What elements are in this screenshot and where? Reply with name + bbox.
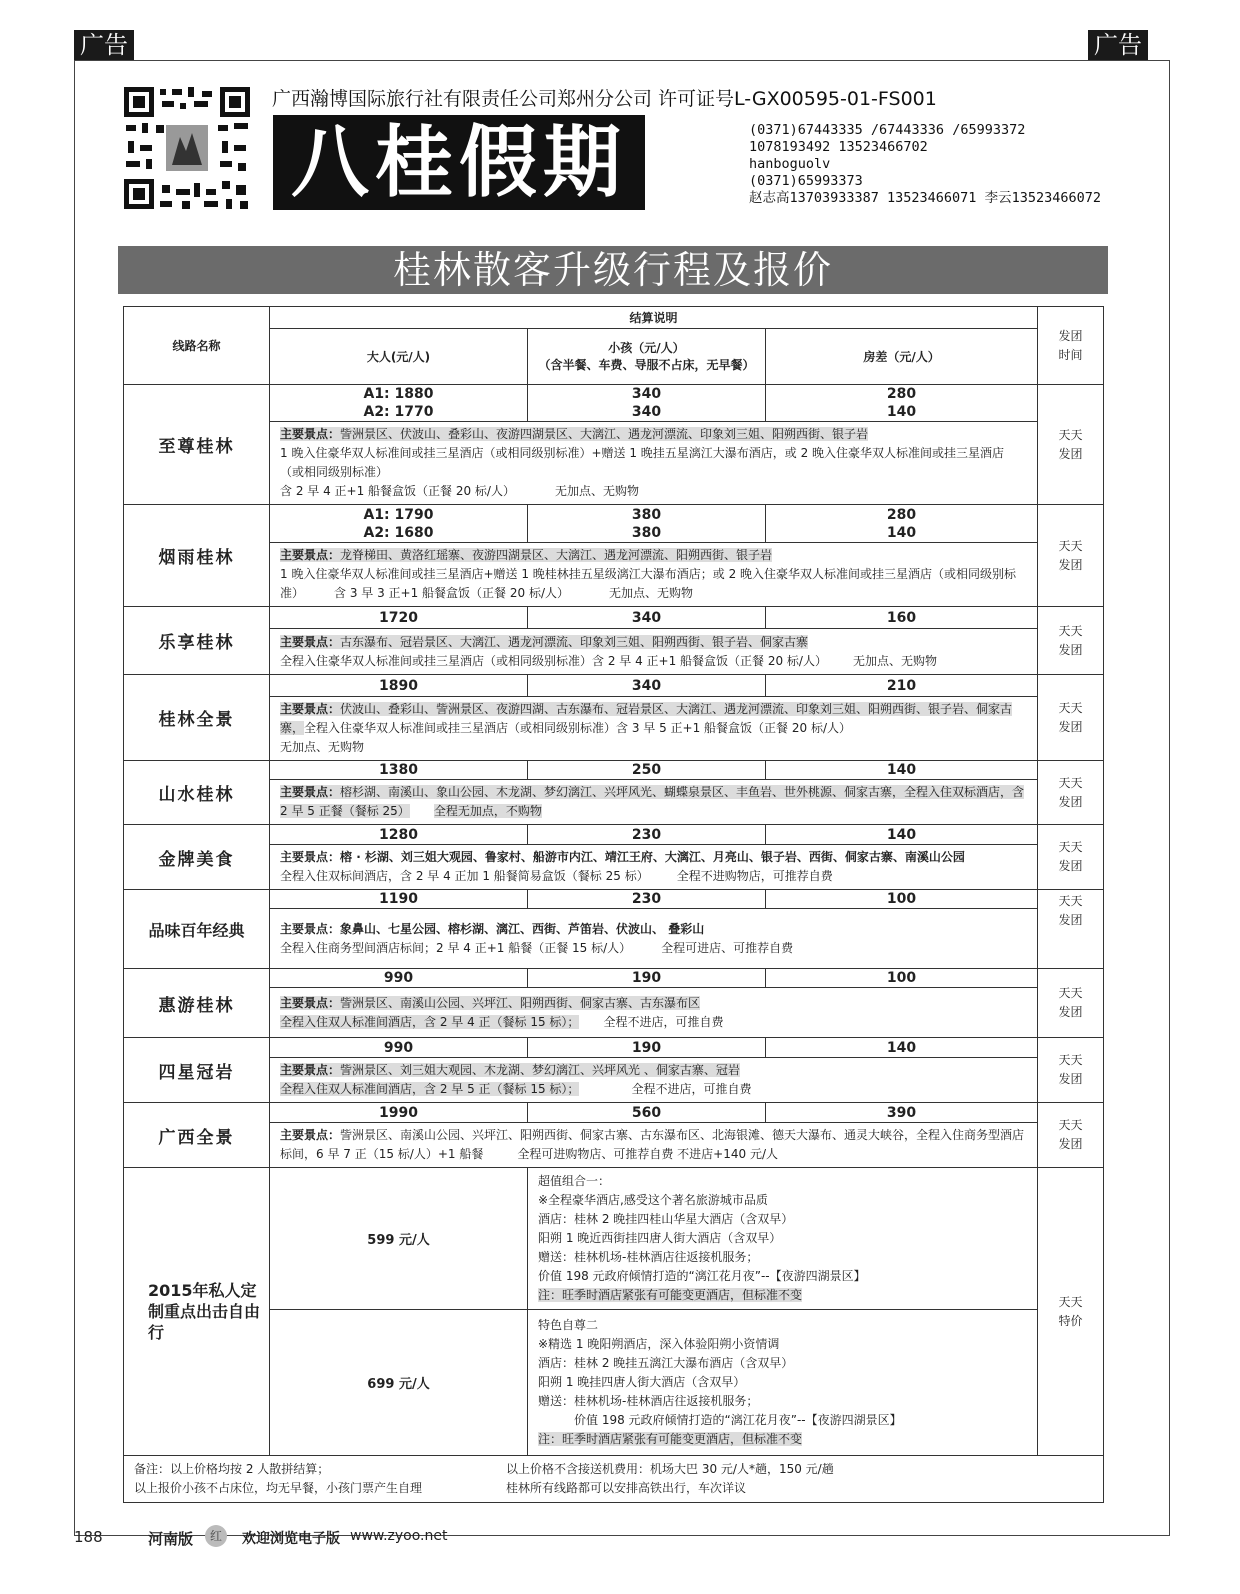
extra-text: 全程不进店，可推自费 <box>603 1014 724 1029</box>
spots-text: 古东瀑布、冠岩景区、大漓江、遇龙河漂流、印象刘三姐、阳朔西街、银子岩、侗家古寨 <box>340 634 809 649</box>
route-description <box>270 629 1038 675</box>
spots-line <box>280 850 965 864</box>
depart-line1: 天天 <box>1058 623 1083 638</box>
spots-label: 主要景点： <box>280 427 341 441</box>
package-line: 酒店：桂林 2 晚挂四桂山华星大酒店（含双早） <box>538 1212 794 1226</box>
depart-header-line1: 发团 <box>1058 328 1083 343</box>
price-line: A1: 1880 <box>363 386 434 402</box>
adult-price <box>270 505 528 543</box>
route-name: 四星冠岩 <box>124 1038 270 1103</box>
meals-text: 全程入住双人标准间酒店，含 2 早 4 正（餐标 15 标）； <box>280 1014 580 1029</box>
depart-line1: 天天 <box>1058 894 1083 908</box>
brand-logo: 八桂假期 <box>273 115 645 210</box>
package-line: 酒店：桂林 2 晚挂五漓江大瀑布酒店（含双早） <box>538 1356 794 1370</box>
contact-value: 赵志高13703933387 13523466071 李云13523466072 <box>749 190 1101 206</box>
extra-text: 无加点、无购物 <box>852 653 937 668</box>
contact-value: hanboguolv <box>749 156 831 172</box>
depart-time <box>1038 385 1104 505</box>
spots-text: 榕 · 杉湖、刘三姐大观园、鲁家村、船游市内江、靖江王府、大漓江、月亮山、银子岩、西街、侗家古寨、南溪山公园 <box>340 850 965 864</box>
contact-value: 1078193492 13523466702 <box>749 139 928 155</box>
depart-line2: 特价 <box>1058 1313 1083 1328</box>
depart-time <box>1038 607 1104 675</box>
package-price: 699 元/人 <box>270 1310 528 1456</box>
qr-code-icon <box>122 85 252 211</box>
hotel-text: 1 晚入住豪华双人标准间或挂三星酒店+赠送 1 晚桂林挂五星级漓江大瀑布酒店；或 2 晚入住豪华双人标准间或挂三星酒店（或相同级别标准） <box>280 567 1017 600</box>
route-name: 山水桂林 <box>124 761 270 825</box>
depart-line1: 天天 <box>1058 700 1083 715</box>
depart-line2: 发团 <box>1058 557 1083 572</box>
price-line: 380 <box>631 506 662 523</box>
spots-text: 訾洲景区、南溪山公园、兴坪江、阳朔西街、侗家古寨、古东瀑布区 <box>340 995 701 1010</box>
package-line: 阳朔 1 晚挂四唐人街大酒店（含双早） <box>538 1375 746 1389</box>
price-line: 280 <box>886 506 917 523</box>
route-description <box>270 543 1038 607</box>
price-line: 140 <box>886 524 917 541</box>
price-line: 140 <box>886 404 917 420</box>
route-name: 桂林全景 <box>124 675 270 761</box>
col-adult-header: 大人(元/人) <box>270 329 528 385</box>
package-price: 599 元/人 <box>270 1168 528 1310</box>
publisher-logo-icon: 红 <box>205 1525 227 1547</box>
depart-time <box>1038 1038 1104 1103</box>
remarks <box>124 1456 1104 1503</box>
depart-line1: 天天 <box>1058 840 1083 854</box>
spots-label: 主要景点： <box>280 921 341 936</box>
depart-header-line2: 时间 <box>1058 347 1083 362</box>
hotel-text: 全程入住豪华双人标准间或挂三星酒店（或相同级别标准）含 3 早 5 正+1 船餐盒饭（正餐 20 标/人） <box>304 721 851 735</box>
remark-text: 以上价格不含接送机费用：机场大巴 30 元/人*趟，150 元/趟 <box>506 1462 834 1476</box>
welcome-text: 欢迎浏览电子版 <box>242 1531 340 1547</box>
room-price: 390 <box>766 1103 1038 1123</box>
route-description <box>270 988 1038 1038</box>
col-room-header: 房差（元/人） <box>766 329 1038 385</box>
meals-text: 含 3 早 3 正+1 船餐盒饭（正餐 20 标/人） <box>334 586 569 600</box>
spots-highlight <box>280 1063 740 1077</box>
package-line: 赠送：桂林机场-桂林酒店往返接机服务； <box>538 1250 759 1264</box>
room-price: 140 <box>766 825 1038 845</box>
room-price: 140 <box>766 761 1038 780</box>
col-route-header: 线路名称 <box>124 307 270 385</box>
spots-highlight <box>280 785 1024 818</box>
route-description <box>270 697 1038 761</box>
adult-price: 1380 <box>270 761 528 780</box>
route-description <box>270 909 1038 969</box>
price-table <box>123 306 1104 1503</box>
price-line: 380 <box>631 524 662 541</box>
depart-line1: 天天 <box>1058 538 1083 553</box>
room-price: 100 <box>766 969 1038 988</box>
remark-text: 备注：以上价格均按 2 人散拼结算； <box>134 1462 330 1476</box>
col-settlement-header: 结算说明 <box>270 307 1038 329</box>
room-price: 140 <box>766 1038 1038 1058</box>
route-name: 乐享桂林 <box>124 607 270 675</box>
package-details <box>528 1168 1038 1310</box>
child-price: 250 <box>528 761 766 780</box>
child-price: 190 <box>528 1038 766 1058</box>
depart-line1: 天天 <box>1058 775 1083 790</box>
depart-time <box>1038 969 1104 1038</box>
route-name: 金牌美食 <box>124 825 270 890</box>
contact-value: (0371)65993373 <box>749 173 863 189</box>
spots-label: 主要景点： <box>280 1128 341 1142</box>
adult-price: 1990 <box>270 1103 528 1123</box>
extra-text: 全程可进店、可推荐自费 <box>661 940 794 955</box>
depart-line2: 发团 <box>1058 719 1083 734</box>
depart-line2: 发团 <box>1058 913 1083 927</box>
spots-highlight <box>280 996 700 1010</box>
spots-text: 伏波山、叠彩山、訾洲景区、夜游四湖、古东瀑布、冠岩景区、大漓江、遇龙河漂流、印象刘三姐、阳朔西街、银子岩、侗家古寨， <box>280 702 1013 735</box>
child-header-title: 小孩（元/人） <box>608 340 685 355</box>
room-price <box>766 505 1038 543</box>
spots-highlight <box>280 427 868 441</box>
package-line: 赠送：桂林机场-桂林酒店往返接机服务； <box>538 1394 759 1408</box>
child-price: 340 <box>528 607 766 629</box>
spots-label: 主要景点： <box>280 548 341 562</box>
depart-line1: 天天 <box>1058 986 1083 1000</box>
package-line: ※精选 1 晚阳朔酒店，深入体验阳朔小资情调 <box>538 1337 780 1351</box>
depart-line2: 发团 <box>1058 1005 1083 1019</box>
spots-text: 訾洲景区、南溪山公园、兴坪江、阳朔西街、侗家古寨、古东瀑布区、北海银滩、德天大瀑布、通灵大峡谷，全程入住商务型酒店标间，6 早 7 正（15 标/人）+1 船餐 <box>280 1128 1025 1161</box>
spots-label: 主要景点： <box>280 995 341 1010</box>
remark-text: 桂林所有线路都可以安排高铁出行，车次详议 <box>506 1481 747 1495</box>
extra-text: 全程不进店，可推自费 <box>631 1082 752 1096</box>
child-price: 340 <box>528 675 766 697</box>
package-details <box>528 1310 1038 1456</box>
spots-highlight <box>280 548 772 562</box>
room-price <box>766 385 1038 422</box>
extra-text: 无加点、无购物 <box>554 484 639 498</box>
depart-line2: 发团 <box>1058 1072 1083 1086</box>
price-line: A2: 1680 <box>363 524 434 541</box>
depart-time <box>1038 890 1104 969</box>
room-price: 160 <box>766 607 1038 629</box>
child-price: 230 <box>528 825 766 845</box>
price-line: 340 <box>631 404 662 420</box>
private-package-name: 2015年私人定制重点出击自由行 <box>124 1168 270 1456</box>
depart-time <box>1038 1103 1104 1168</box>
package-line: ※全程豪华酒店,感受这个著名旅游城市品质 <box>538 1193 768 1207</box>
spots-label: 主要景点： <box>280 850 341 864</box>
spots-highlight <box>280 635 808 649</box>
child-price <box>528 385 766 422</box>
route-description <box>270 845 1038 890</box>
package-line: 价值 198 元政府倾情打造的“漓江花月夜”--【夜游四湖景区】 <box>574 1413 902 1427</box>
banner-title: 桂林散客升级行程及报价 <box>118 246 1108 294</box>
adult-price: 990 <box>270 1038 528 1058</box>
col-child-header <box>528 329 766 385</box>
price-line: 280 <box>886 386 917 402</box>
package-line: 特色自尊二 <box>538 1318 599 1332</box>
edition-label: 河南版 <box>148 1530 194 1548</box>
depart-line1: 天天 <box>1058 1053 1083 1067</box>
child-price: 230 <box>528 890 766 909</box>
route-name: 惠游桂林 <box>124 969 270 1038</box>
route-description <box>270 780 1038 825</box>
col-depart-header <box>1038 307 1104 385</box>
spots-label: 主要景点： <box>280 785 341 799</box>
route-description <box>270 1058 1038 1103</box>
meals-text: 含 2 早 4 正+1 船餐盒饭（正餐 20 标/人） <box>280 484 515 498</box>
price-line: A1: 1790 <box>363 506 434 523</box>
price-line: A2: 1770 <box>363 404 434 420</box>
depart-line2: 发团 <box>1058 446 1083 461</box>
package-note: 注：旺季时酒店紧张有可能变更酒店，但标准不变 <box>538 1288 803 1302</box>
ad-label-right: 广告 <box>1088 30 1148 60</box>
remark-text: 以上报价小孩不占床位，均无早餐，小孩门票产生自理 <box>134 1481 423 1495</box>
spots-text: 訾洲景区、刘三姐大观园、木龙湖、梦幻漓江、兴坪风光 、侗家古寨、冠岩 <box>340 1063 740 1077</box>
package-line: 价值 198 元政府倾情打造的“漓江花月夜”--【夜游四湖景区】 <box>538 1269 866 1283</box>
depart-time <box>1038 675 1104 761</box>
route-name: 烟雨桂林 <box>124 505 270 607</box>
hotel-text: 1 晚入住豪华双人标准间或挂三星酒店（或相同级别标准）+赠送 1 晚挂五星漓江大瀑布酒店，或 2 晚入住豪华双人标准间或挂三星酒店（或相同级别标准） <box>280 446 1005 479</box>
route-name: 广西全景 <box>124 1103 270 1168</box>
package-line: 超值组合一： <box>538 1174 611 1188</box>
spots-text: 榕杉湖、南溪山、象山公园、木龙湖、梦幻漓江、兴坪风光、蝴蝶泉景区、丰鱼岩、世外桃源、侗家古寨，全程入住双标酒店，含 2 早 5 正餐（餐标 25） <box>280 785 1025 818</box>
route-name: 至尊桂林 <box>124 385 270 505</box>
spots-text: 龙脊梯田、黄洛红瑶寨、夜游四湖景区、大漓江、遇龙河漂流、阳朔西街、银子岩 <box>340 548 773 562</box>
spots-label: 主要景点： <box>280 634 341 649</box>
route-description <box>270 1123 1038 1168</box>
package-note: 注：旺季时酒店紧张有可能变更酒店，但标准不变 <box>538 1432 803 1446</box>
child-price: 560 <box>528 1103 766 1123</box>
price-line: 340 <box>631 386 662 402</box>
page-number: 188 <box>74 1528 103 1546</box>
adult-price: 990 <box>270 969 528 988</box>
meals-text: 全程入住豪华双人标准间或挂三星酒店（或相同级别标准）含 2 早 4 正+1 船餐盒饭（正餐 20 标/人） <box>280 653 827 668</box>
depart-line2: 发团 <box>1058 794 1083 809</box>
room-price: 100 <box>766 890 1038 909</box>
route-name: 品味百年经典 <box>124 890 270 969</box>
route-description <box>270 422 1038 505</box>
package-line: 阳朔 1 晚近西街挂四唐人街大酒店（含双早） <box>538 1231 782 1245</box>
contact-value: (0371)67443335 /67443336 /65993372 <box>749 122 1026 138</box>
meals-text: 全程入住商务型间酒店标间；2 早 4 正+1 船餐（正餐 15 标/人） <box>280 940 632 955</box>
meals-text: 全程入住双标间酒店，含 2 早 4 正加 1 船餐简易盒饭（餐标 25 标） <box>280 869 649 883</box>
depart-line1: 天天 <box>1058 1118 1083 1132</box>
adult-price: 1720 <box>270 607 528 629</box>
meals-text: 全程入住双人标准间酒店，含 2 早 5 正（餐标 15 标）； <box>280 1082 580 1096</box>
extra-text: 无加点、无购物 <box>280 740 365 754</box>
website-link[interactable]: www.zyoo.net <box>350 1528 448 1544</box>
spots-text: 訾洲景区、伏波山、叠彩山、夜游四湖景区、大漓江、遇龙河漂流、印象刘三姐、阳朔西街、银子岩 <box>340 427 869 441</box>
extra-text: 全程无加点，不购物 <box>433 804 542 818</box>
ad-label-left: 广告 <box>74 30 134 60</box>
extra-text: 全程不进购物店，可推荐自费 <box>676 869 833 883</box>
spots-label: 主要景点： <box>280 1063 341 1077</box>
depart-time <box>1038 825 1104 890</box>
depart-line2: 发团 <box>1058 642 1083 657</box>
company-license: 广西瀚博国际旅行社有限责任公司郑州分公司 许可证号L-GX00595-01-FS001 <box>272 88 937 110</box>
extra-text: 全程可进购物店、可推荐自费 不进店+140 元/人 <box>517 1147 778 1161</box>
depart-line1: 天天 <box>1058 1294 1083 1309</box>
spots-text: 象鼻山、七星公园、榕杉湖、漓江、西街、芦笛岩、伏波山、 叠彩山 <box>340 921 705 936</box>
adult-price: 1890 <box>270 675 528 697</box>
child-price <box>528 505 766 543</box>
depart-time <box>1038 505 1104 607</box>
child-price: 190 <box>528 969 766 988</box>
adult-price <box>270 385 528 422</box>
adult-price: 1280 <box>270 825 528 845</box>
depart-line2: 发团 <box>1058 859 1083 873</box>
spots-label: 主要景点： <box>280 702 341 716</box>
extra-text: 无加点、无购物 <box>609 586 694 600</box>
child-header-note: （含半餐、车费、导服不占床，无早餐） <box>538 357 755 372</box>
depart-time <box>1038 1168 1104 1456</box>
depart-time <box>1038 761 1104 825</box>
depart-line2: 发团 <box>1058 1137 1083 1151</box>
adult-price: 1190 <box>270 890 528 909</box>
room-price: 210 <box>766 675 1038 697</box>
depart-line1: 天天 <box>1058 427 1083 442</box>
